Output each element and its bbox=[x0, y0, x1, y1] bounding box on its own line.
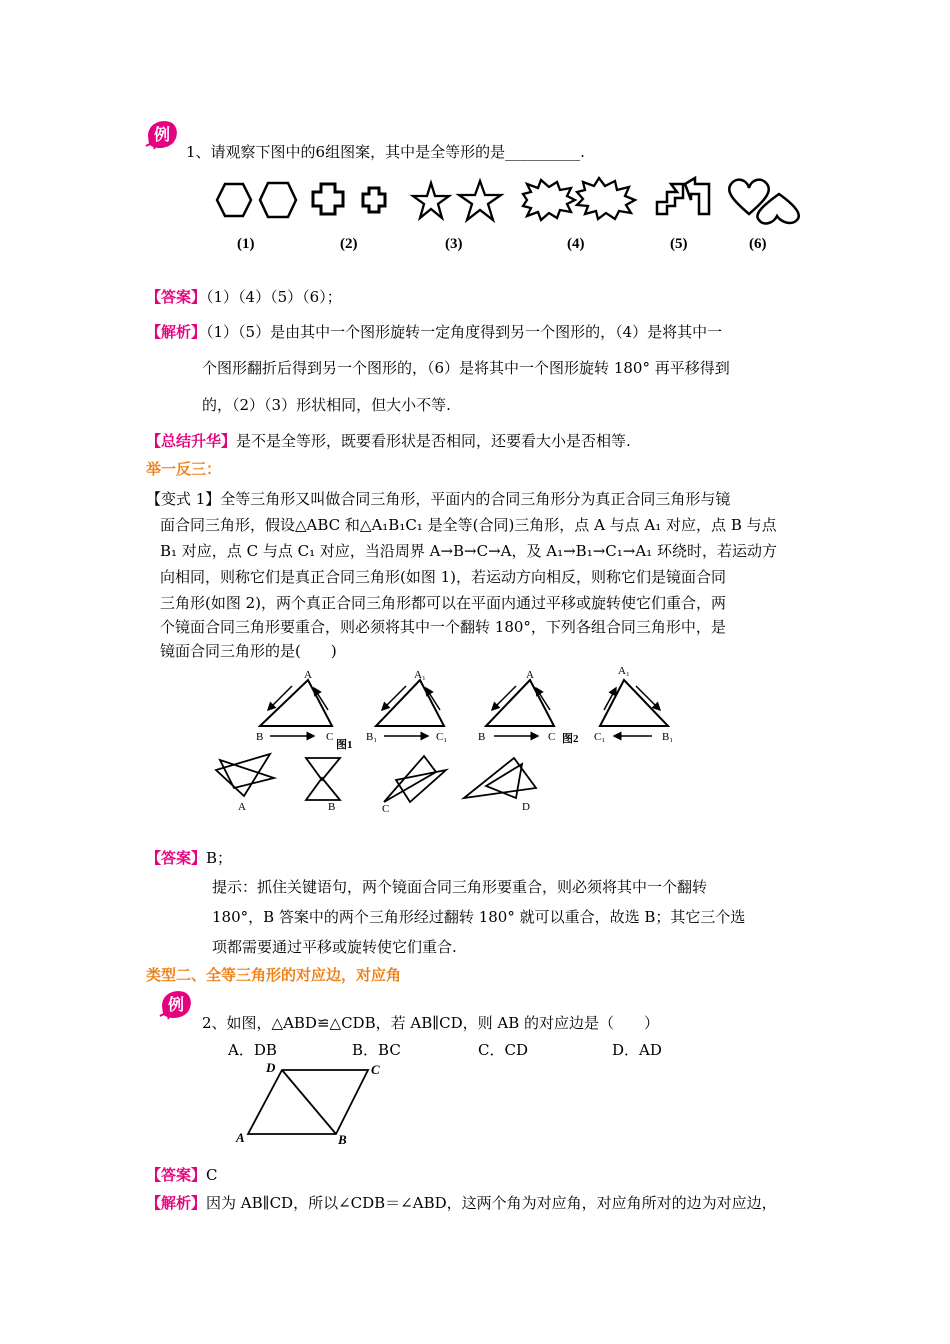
summary-row bbox=[146, 434, 631, 449]
summary-text: 是不是全等形，既要看形状是否相同，还要看大小是否相等. bbox=[236, 432, 631, 450]
cross-shape-small bbox=[363, 188, 385, 212]
example1-answer-row bbox=[146, 290, 342, 305]
summary-label: 【总结升华】 bbox=[146, 432, 237, 450]
fig1-vertex-a1: A₁ bbox=[414, 669, 426, 681]
variant1-line-1: 【变式 1】全等三角形又叫做合同三角形，平面内的合同三角形分为真正合同三角形与镜 bbox=[146, 490, 731, 508]
fig1-vertex-b1: B₁ bbox=[366, 731, 378, 743]
option-a-figure bbox=[216, 754, 274, 813]
shape-label-3: (3) bbox=[445, 236, 463, 252]
option-d-label: D bbox=[522, 801, 530, 813]
example2-answer-label: 【答案】 bbox=[146, 1166, 207, 1184]
answer-label: 【答案】 bbox=[146, 288, 207, 306]
variant1-line-5: 三角形(如图 2)，两个真正合同三角形都可以在平面内通过平移或旋转使它们重合，两 bbox=[160, 594, 727, 612]
fig2-caption: 图2 bbox=[562, 733, 579, 745]
step-arrow-shape-a bbox=[657, 184, 683, 214]
type2-heading: 类型二、全等三角形的对应边，对应角 bbox=[146, 966, 402, 984]
burst-shape-a bbox=[523, 180, 575, 220]
analysis-line-1: （1）（5）是由其中一个图形旋转一定角度得到另一个图形的，（4）是将其中一 bbox=[206, 323, 723, 341]
option-a-label: A bbox=[238, 801, 246, 813]
variant1-answer: B； bbox=[206, 849, 233, 867]
shape-label-5: (5) bbox=[670, 236, 688, 252]
analysis-label: 【解析】 bbox=[146, 323, 207, 341]
fig1-caption: 图1 bbox=[336, 739, 353, 751]
analysis-line-3: 的，（2）（3）形状相同，但大小不等. bbox=[202, 396, 451, 414]
fig1-vertex-b: B bbox=[256, 731, 264, 743]
hexagon-shape-a bbox=[217, 184, 251, 216]
option-c-figure bbox=[382, 756, 446, 815]
step-arrow-shape-b bbox=[685, 178, 709, 214]
example1-shapes-figure bbox=[205, 172, 805, 256]
example2-analysis: 因为 AB∥CD，所以∠CDB＝∠ABD，这两个角为对应角，对应角所对的边为对应边， bbox=[206, 1194, 777, 1212]
hexagon-shape-b bbox=[260, 183, 296, 217]
example2-parallelogram-figure bbox=[232, 1058, 392, 1148]
example2-option-b: B．BC bbox=[352, 1041, 401, 1059]
option-b-figure bbox=[306, 758, 340, 813]
cross-shape-large bbox=[313, 184, 343, 214]
fig2-vertex-a1: A₁ bbox=[618, 665, 630, 677]
vertex-d: D bbox=[266, 1060, 276, 1075]
example2-answer: C bbox=[206, 1166, 218, 1184]
example1-analysis-row bbox=[146, 325, 722, 340]
fig1-triangle-a1b1c1 bbox=[376, 680, 444, 726]
variant1-line-6: 个镜面合同三角形要重合，则必须将其中一个翻转 180°，下列各组合同三角形中，是 bbox=[160, 618, 726, 636]
option-b-label: B bbox=[328, 801, 336, 813]
shape-label-2: (2) bbox=[340, 236, 358, 252]
variant1-line-2: 面合同三角形，假设△ABC 和△A₁B₁C₁ 是全等(合同)三角形，点 A 与点 A₁ 对应，点 B 与点 bbox=[160, 516, 777, 534]
example2-badge-icon bbox=[158, 988, 194, 1020]
star-shape-small bbox=[413, 183, 449, 218]
example2-analysis-row bbox=[146, 1196, 777, 1211]
option-c-label: C bbox=[382, 803, 390, 815]
vertex-b: B bbox=[338, 1132, 347, 1147]
fig2-vertex-c1: C₁ bbox=[594, 731, 606, 743]
fig2-vertex-b: B bbox=[478, 731, 486, 743]
fig2-triangle-abc bbox=[486, 680, 554, 726]
example2-option-c: C．CD bbox=[478, 1041, 528, 1059]
hint-line-3: 项都需要通过平移或旋转使它们重合. bbox=[212, 938, 457, 956]
example2-analysis-label: 【解析】 bbox=[146, 1194, 207, 1212]
option-d-figure bbox=[464, 758, 536, 813]
analysis-line-2: 个图形翻折后得到另一个图形的，（6）是将其中一个图形旋转 180° 再平移得到 bbox=[202, 359, 730, 377]
variant1-figure bbox=[210, 660, 690, 820]
vertex-c: C bbox=[371, 1062, 380, 1077]
shape-label-4: (4) bbox=[567, 236, 585, 252]
diagonal-db bbox=[282, 1070, 336, 1134]
variant1-answer-row bbox=[146, 851, 232, 866]
variant1-line-4: 向相同，则称它们是真正合同三角形(如图 1)，若运动方向相反，则称它们是镜面合同 bbox=[160, 568, 727, 586]
shape-label-6: (6) bbox=[749, 236, 767, 252]
vertex-a: A bbox=[236, 1130, 245, 1145]
fig1-vertex-a: A bbox=[304, 669, 312, 681]
example1-question: 1、请观察下图中的6组图案，其中是全等形的是__________. bbox=[186, 143, 585, 161]
fig1-vertex-c: C bbox=[326, 731, 334, 743]
fig2-triangle-a1b1c1 bbox=[600, 680, 668, 726]
fig2-vertex-a: A bbox=[526, 669, 534, 681]
variant1-answer-label: 【答案】 bbox=[146, 849, 207, 867]
fig2-vertex-b1: B₁ bbox=[662, 731, 674, 743]
example1-answer: （1）（4）（5）（6）； bbox=[206, 288, 342, 306]
badge-char: 例 bbox=[153, 127, 171, 144]
fig1-triangle-abc bbox=[260, 680, 332, 726]
fig1-vertex-c1: C₁ bbox=[436, 731, 448, 743]
burst-shape-b bbox=[577, 178, 635, 219]
hint-line-1: 提示：抓住关键语句，两个镜面合同三角形要重合，则必须将其中一个翻转 bbox=[212, 878, 708, 896]
fig2-vertex-c: C bbox=[548, 731, 556, 743]
shape-label-1: (1) bbox=[237, 236, 255, 252]
hint-line-2: 180°，B 答案中的两个三角形经过翻转 180° 就可以重合，故选 B；其它三个选 bbox=[212, 908, 746, 926]
star-shape-large bbox=[459, 181, 501, 220]
example2-option-d: D．AD bbox=[612, 1041, 662, 1059]
practice-heading: 举一反三： bbox=[146, 460, 222, 478]
badge-char-2: 例 bbox=[167, 997, 185, 1014]
variant1-line-7: 镜面合同三角形的是( ) bbox=[160, 642, 337, 660]
example2-answer-row bbox=[146, 1168, 218, 1183]
example-badge-icon bbox=[144, 118, 180, 150]
variant1-line-3: B₁ 对应，点 C 与点 C₁ 对应，当沿周界 A→B→C→A，及 A₁→B₁→C₁→A₁ 环绕时，若运动方 bbox=[160, 542, 777, 560]
example2-option-a: A．DB bbox=[228, 1041, 277, 1059]
example2-question: 2、如图，△ABD≌△CDB，若 AB∥CD，则 AB 的对应边是（ ） bbox=[202, 1014, 660, 1032]
